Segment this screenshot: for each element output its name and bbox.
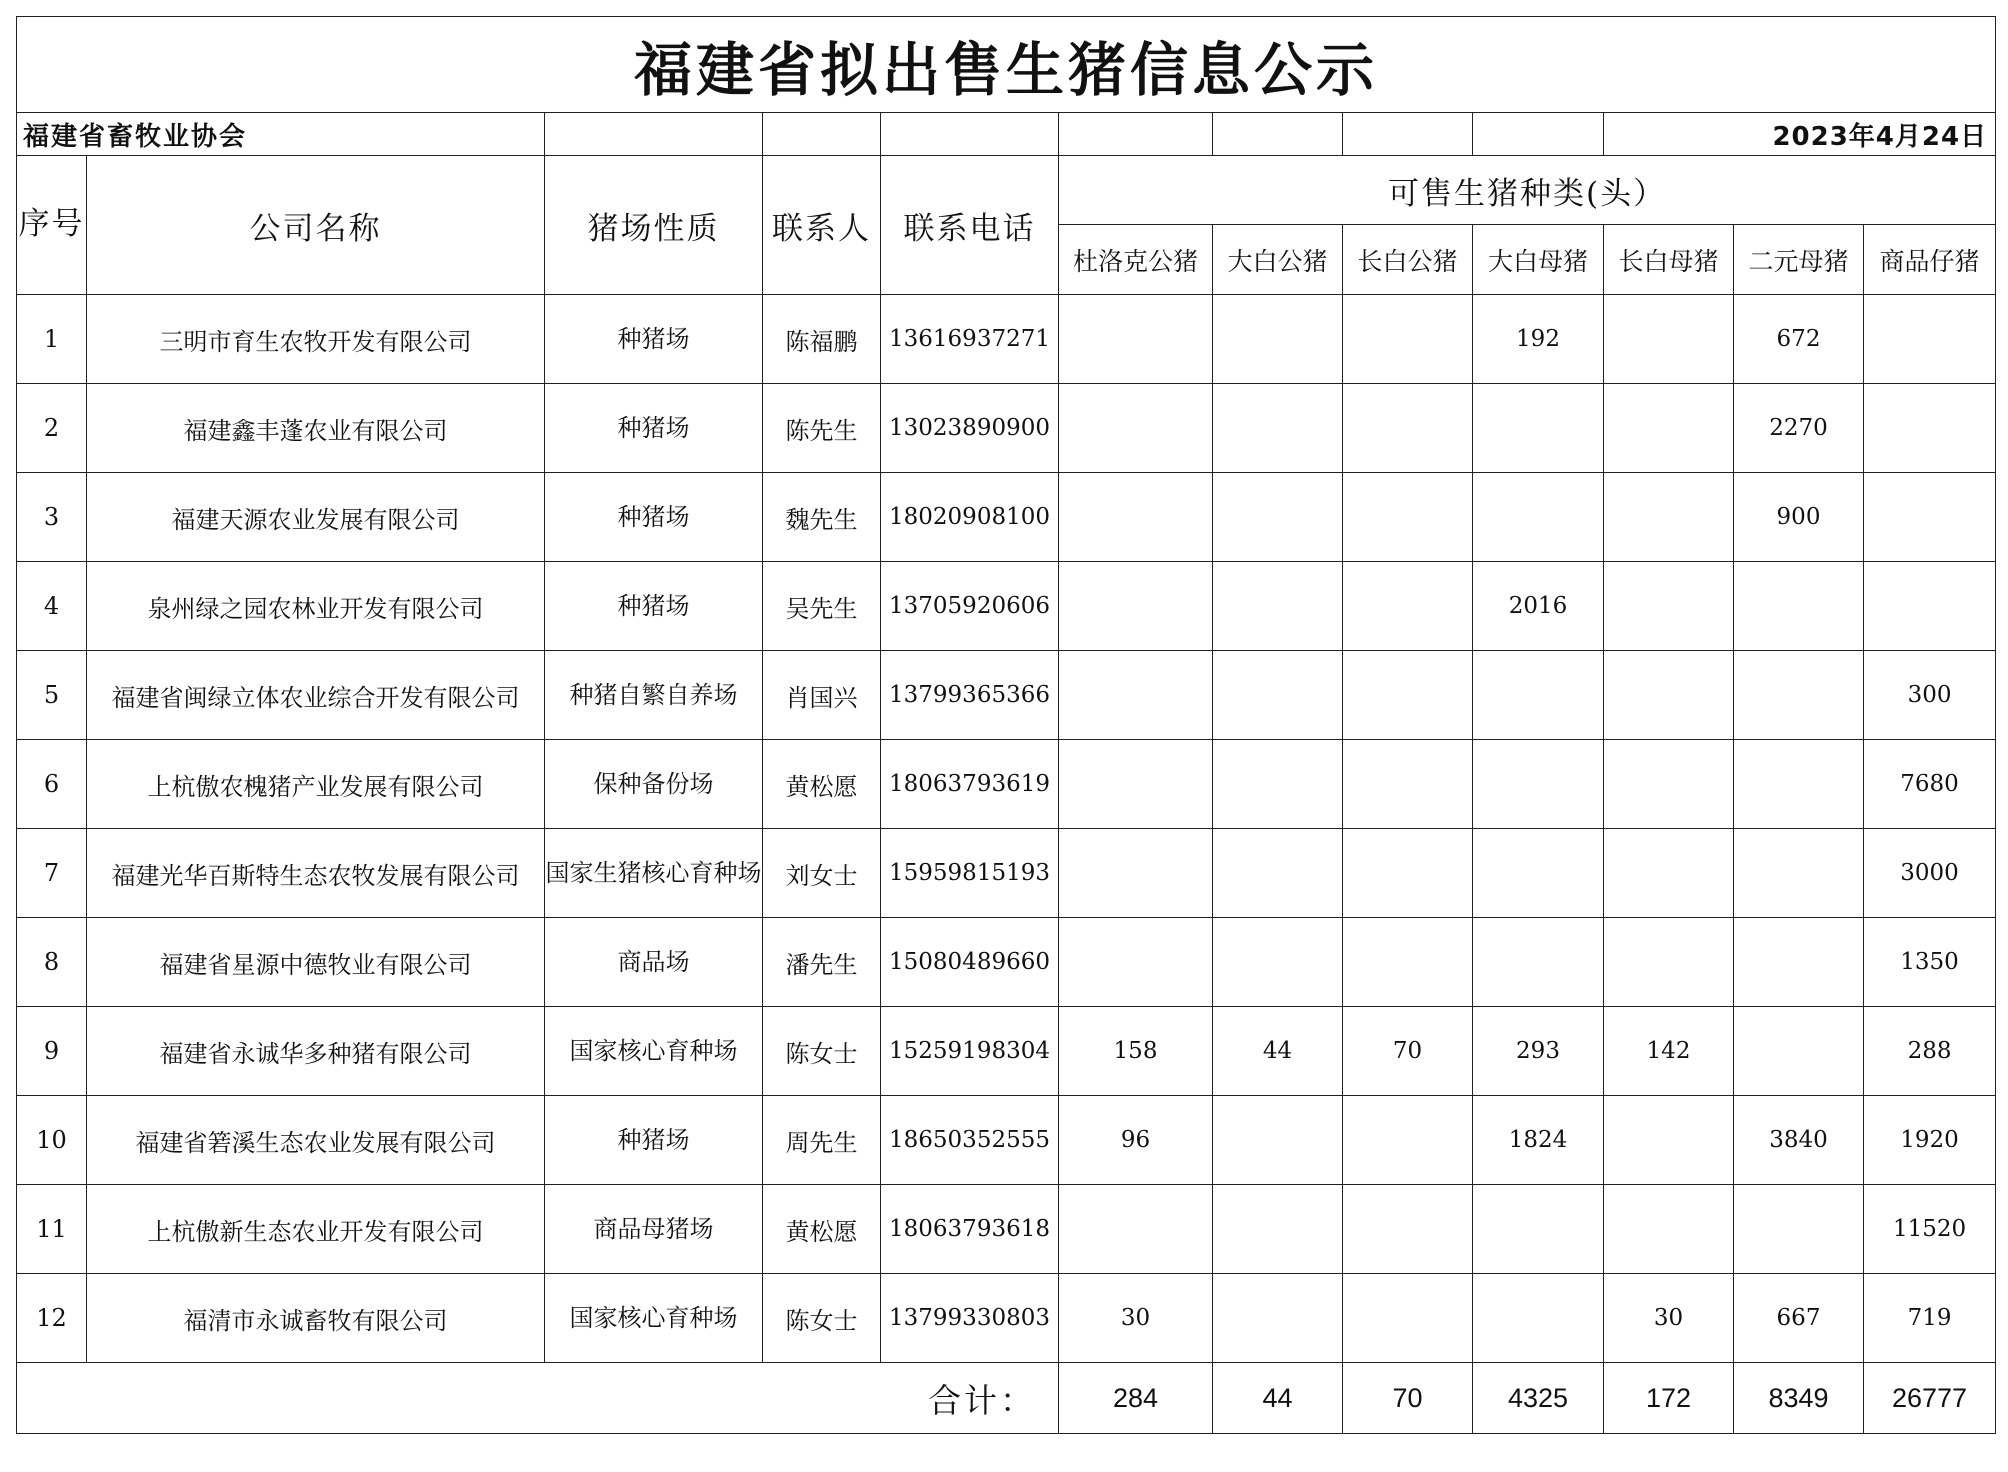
row-breed-count — [1059, 473, 1213, 562]
row-phone: 15080489660 — [881, 918, 1059, 1007]
row-seq: 6 — [17, 740, 87, 829]
row-breed-count — [1343, 1096, 1473, 1185]
row-breed-count — [1343, 1185, 1473, 1274]
empty-cell — [545, 113, 763, 156]
row-breed-count — [1473, 1274, 1604, 1363]
row-company: 福建省永诚华多种猪有限公司 — [87, 1007, 545, 1096]
row-breed-count — [1213, 384, 1343, 473]
row-breed-count — [1864, 295, 1996, 384]
row-phone: 13616937271 — [881, 295, 1059, 384]
header-contact: 联系人 — [763, 156, 881, 295]
total-value: 8349 — [1734, 1363, 1864, 1434]
row-company: 福建省箬溪生态农业发展有限公司 — [87, 1096, 545, 1185]
total-value: 4325 — [1473, 1363, 1604, 1434]
row-breed-count — [1343, 1274, 1473, 1363]
empty-cell — [1059, 113, 1213, 156]
row-company: 三明市育生农牧开发有限公司 — [87, 295, 545, 384]
row-breed-count — [1343, 473, 1473, 562]
row-breed-count: 70 — [1343, 1007, 1473, 1096]
row-breed-count: 2270 — [1734, 384, 1864, 473]
total-label: 合计： — [17, 1363, 1059, 1434]
row-breed-count — [1343, 295, 1473, 384]
row-breed-count — [1734, 1185, 1864, 1274]
row-farm-type: 国家生猪核心育种场 — [545, 829, 763, 918]
row-breed-count — [1473, 740, 1604, 829]
row-contact: 肖国兴 — [763, 651, 881, 740]
row-breed-count — [1473, 384, 1604, 473]
row-company: 福建天源农业发展有限公司 — [87, 473, 545, 562]
row-breed-count — [1213, 473, 1343, 562]
row-breed-count — [1864, 562, 1996, 651]
row-seq: 10 — [17, 1096, 87, 1185]
header-breed: 商品仔猪 — [1864, 225, 1996, 295]
row-breed-count — [1343, 651, 1473, 740]
total-value: 172 — [1604, 1363, 1734, 1434]
row-breed-count: 293 — [1473, 1007, 1604, 1096]
row-breed-count — [1343, 918, 1473, 1007]
table-row — [17, 562, 1996, 651]
row-breed-count — [1734, 829, 1864, 918]
row-company: 福建鑫丰蓬农业有限公司 — [87, 384, 545, 473]
row-breed-count — [1213, 1185, 1343, 1274]
row-company: 福建省星源中德牧业有限公司 — [87, 918, 545, 1007]
row-breed-count: 11520 — [1864, 1185, 1996, 1274]
row-breed-count — [1734, 651, 1864, 740]
row-breed-count — [1059, 918, 1213, 1007]
row-breed-count — [1059, 562, 1213, 651]
table-row — [17, 651, 1996, 740]
publish-date: 2023年4月24日 — [1604, 113, 1996, 156]
row-farm-type: 保种备份场 — [545, 740, 763, 829]
row-phone: 13023890900 — [881, 384, 1059, 473]
total-value: 284 — [1059, 1363, 1213, 1434]
row-company: 上杭傲农槐猪产业发展有限公司 — [87, 740, 545, 829]
row-farm-type: 种猪场 — [545, 1096, 763, 1185]
row-breed-count: 3840 — [1734, 1096, 1864, 1185]
row-breed-count: 672 — [1734, 295, 1864, 384]
row-breed-count — [1059, 829, 1213, 918]
header-breed: 长白母猪 — [1604, 225, 1734, 295]
table-row — [17, 1274, 1996, 1363]
row-breed-count — [1734, 562, 1864, 651]
row-phone: 15259198304 — [881, 1007, 1059, 1096]
row-breed-count: 44 — [1213, 1007, 1343, 1096]
table-row — [17, 1185, 1996, 1274]
row-breed-count — [1213, 740, 1343, 829]
row-breed-count — [1473, 651, 1604, 740]
row-phone: 18650352555 — [881, 1096, 1059, 1185]
row-seq: 2 — [17, 384, 87, 473]
row-breed-count — [1604, 562, 1734, 651]
table-row — [17, 740, 1996, 829]
row-seq: 5 — [17, 651, 87, 740]
row-breed-count — [1059, 295, 1213, 384]
row-breed-count: 30 — [1059, 1274, 1213, 1363]
row-breed-count — [1343, 384, 1473, 473]
header-company: 公司名称 — [87, 156, 545, 295]
header-farm-type: 猪场性质 — [545, 156, 763, 295]
row-phone: 13799330803 — [881, 1274, 1059, 1363]
row-breed-count — [1734, 1007, 1864, 1096]
table-row — [17, 384, 1996, 473]
row-farm-type: 种猪场 — [545, 295, 763, 384]
row-breed-count: 96 — [1059, 1096, 1213, 1185]
row-company: 泉州绿之园农林业开发有限公司 — [87, 562, 545, 651]
row-breed-count — [1604, 1096, 1734, 1185]
row-breed-count: 300 — [1864, 651, 1996, 740]
row-breed-count: 2016 — [1473, 562, 1604, 651]
row-contact: 魏先生 — [763, 473, 881, 562]
row-breed-count — [1604, 1185, 1734, 1274]
title-row — [17, 17, 1996, 113]
row-phone: 13799365366 — [881, 651, 1059, 740]
row-breed-count — [1059, 384, 1213, 473]
total-value: 70 — [1343, 1363, 1473, 1434]
total-value: 26777 — [1864, 1363, 1996, 1434]
row-breed-count — [1213, 651, 1343, 740]
row-breed-count: 3000 — [1864, 829, 1996, 918]
row-breed-count — [1473, 918, 1604, 1007]
header-row-1 — [17, 156, 1996, 225]
row-phone: 15959815193 — [881, 829, 1059, 918]
row-breed-count — [1059, 1185, 1213, 1274]
row-phone: 13705920606 — [881, 562, 1059, 651]
row-breed-count — [1343, 562, 1473, 651]
row-phone: 18020908100 — [881, 473, 1059, 562]
row-breed-count: 1350 — [1864, 918, 1996, 1007]
row-contact: 陈女士 — [763, 1007, 881, 1096]
row-seq: 4 — [17, 562, 87, 651]
row-breed-count: 1920 — [1864, 1096, 1996, 1185]
row-breed-count — [1473, 473, 1604, 562]
table-row — [17, 1007, 1996, 1096]
row-contact: 黄松愿 — [763, 740, 881, 829]
row-contact: 陈女士 — [763, 1274, 881, 1363]
row-breed-count — [1864, 384, 1996, 473]
table-row — [17, 918, 1996, 1007]
row-contact: 陈福鹏 — [763, 295, 881, 384]
row-farm-type: 种猪场 — [545, 384, 763, 473]
row-breed-count — [1604, 295, 1734, 384]
header-seq: 序号 — [17, 156, 87, 295]
row-company: 福清市永诚畜牧有限公司 — [87, 1274, 545, 1363]
table-row — [17, 1096, 1996, 1185]
empty-cell — [881, 113, 1059, 156]
row-contact: 周先生 — [763, 1096, 881, 1185]
row-breed-count — [1473, 1185, 1604, 1274]
row-breed-count: 192 — [1473, 295, 1604, 384]
header-breed: 杜洛克公猪 — [1059, 225, 1213, 295]
row-farm-type: 国家核心育种场 — [545, 1274, 763, 1363]
table-row — [17, 829, 1996, 918]
row-breed-count: 288 — [1864, 1007, 1996, 1096]
row-seq: 1 — [17, 295, 87, 384]
row-breed-count — [1059, 651, 1213, 740]
row-breed-count — [1604, 473, 1734, 562]
row-breed-count — [1213, 295, 1343, 384]
table-row — [17, 295, 1996, 384]
row-contact: 潘先生 — [763, 918, 881, 1007]
row-breed-count — [1213, 562, 1343, 651]
row-contact: 吴先生 — [763, 562, 881, 651]
pig-sale-table — [16, 16, 1996, 1434]
row-breed-count — [1604, 384, 1734, 473]
row-breed-count — [1213, 829, 1343, 918]
row-phone: 18063793619 — [881, 740, 1059, 829]
row-breed-count — [1734, 918, 1864, 1007]
row-breed-count — [1213, 918, 1343, 1007]
row-breed-count — [1059, 740, 1213, 829]
row-breed-count: 719 — [1864, 1274, 1996, 1363]
row-contact: 刘女士 — [763, 829, 881, 918]
row-breed-count: 667 — [1734, 1274, 1864, 1363]
empty-cell — [1473, 113, 1604, 156]
row-breed-count — [1213, 1274, 1343, 1363]
empty-cell — [763, 113, 881, 156]
row-farm-type: 商品场 — [545, 918, 763, 1007]
organization-name: 福建省畜牧业协会 — [17, 113, 545, 156]
total-value: 44 — [1213, 1363, 1343, 1434]
header-breed: 大白公猪 — [1213, 225, 1343, 295]
row-farm-type: 国家核心育种场 — [545, 1007, 763, 1096]
row-seq: 9 — [17, 1007, 87, 1096]
row-breed-count — [1734, 740, 1864, 829]
row-breed-count — [1604, 740, 1734, 829]
row-breed-count — [1343, 740, 1473, 829]
row-farm-type: 种猪场 — [545, 562, 763, 651]
row-farm-type: 种猪场 — [545, 473, 763, 562]
header-breed: 大白母猪 — [1473, 225, 1604, 295]
row-company: 福建省闽绿立体农业综合开发有限公司 — [87, 651, 545, 740]
row-breed-count — [1604, 829, 1734, 918]
page-title: 福建省拟出售生猪信息公示 — [17, 17, 1996, 113]
row-breed-count: 158 — [1059, 1007, 1213, 1096]
row-farm-type: 种猪自繁自养场 — [545, 651, 763, 740]
empty-cell — [1213, 113, 1343, 156]
row-seq: 7 — [17, 829, 87, 918]
row-breed-count — [1604, 918, 1734, 1007]
header-phone: 联系电话 — [881, 156, 1059, 295]
row-breed-count — [1604, 651, 1734, 740]
header-breed: 长白公猪 — [1343, 225, 1473, 295]
row-seq: 12 — [17, 1274, 87, 1363]
row-breed-count — [1343, 829, 1473, 918]
row-company: 上杭傲新生态农业开发有限公司 — [87, 1185, 545, 1274]
row-phone: 18063793618 — [881, 1185, 1059, 1274]
row-breed-count: 30 — [1604, 1274, 1734, 1363]
header-breed: 二元母猪 — [1734, 225, 1864, 295]
row-breed-count: 1824 — [1473, 1096, 1604, 1185]
header-breed-group: 可售生猪种类(头） — [1059, 156, 1996, 225]
empty-cell — [1343, 113, 1473, 156]
row-contact: 陈先生 — [763, 384, 881, 473]
meta-row — [17, 113, 1996, 156]
row-breed-count — [1864, 473, 1996, 562]
row-seq: 8 — [17, 918, 87, 1007]
table-row — [17, 473, 1996, 562]
row-breed-count — [1473, 829, 1604, 918]
total-row — [17, 1363, 1996, 1434]
row-company: 福建光华百斯特生态农牧发展有限公司 — [87, 829, 545, 918]
row-seq: 11 — [17, 1185, 87, 1274]
row-breed-count: 900 — [1734, 473, 1864, 562]
row-breed-count — [1213, 1096, 1343, 1185]
row-contact: 黄松愿 — [763, 1185, 881, 1274]
row-seq: 3 — [17, 473, 87, 562]
row-farm-type: 商品母猪场 — [545, 1185, 763, 1274]
row-breed-count: 142 — [1604, 1007, 1734, 1096]
row-breed-count: 7680 — [1864, 740, 1996, 829]
